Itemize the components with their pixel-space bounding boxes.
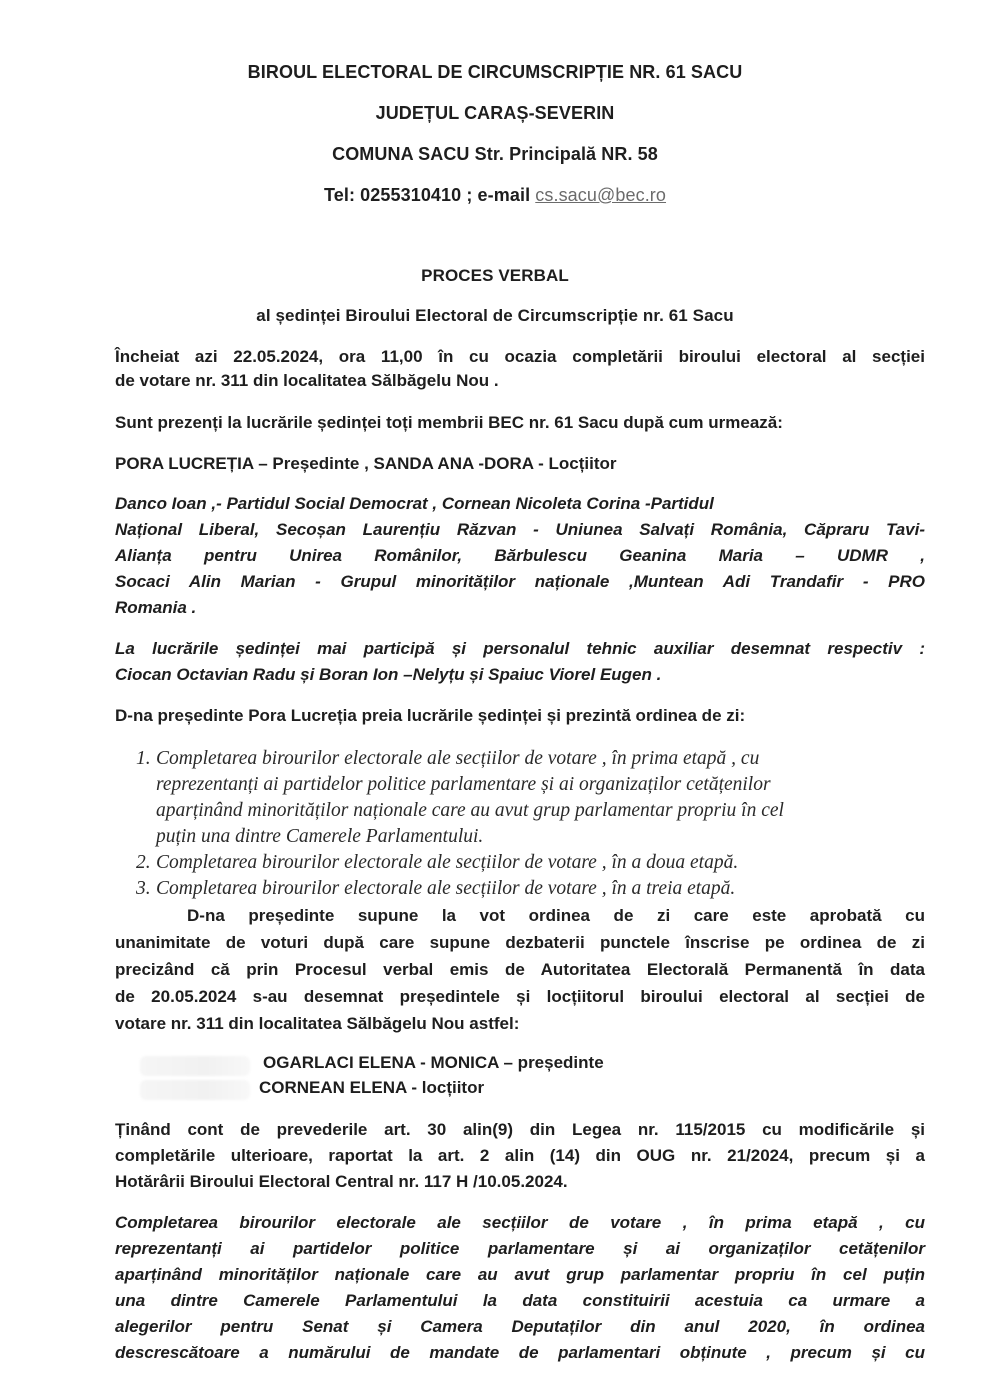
intro-line: Încheiat azi 22.05.2024, ora 11,00 în cu ocazia completării biroului electoral al secției: [115, 347, 925, 366]
document-subtitle: al ședinței Biroului Electoral de Circumscripție nr. 61 Sacu: [256, 306, 734, 325]
members-line: Alianța pentru Unirea Românilor, Bărbulescu Geanina Maria – UDMR ,: [115, 546, 925, 565]
agenda-number: 2.: [136, 852, 151, 873]
stage-line: reprezentanți ai partidelor politice parlamentare și ai organizaților cetățenilor: [115, 1239, 925, 1258]
contact-line: [0, 185, 990, 206]
vote-line: D-na președinte supune la vot ordinea de zi care este aprobată cu: [187, 906, 925, 925]
members-line: Romania .: [115, 598, 197, 617]
agenda-number: 3.: [136, 878, 151, 899]
intro-line: de votare nr. 311 din localitatea Sălbăgelu Nou .: [115, 371, 499, 390]
phone-label: Tel: 0255310410 ; e-mail: [323, 185, 536, 205]
vote-line: precizând că prin Procesul verbal emis de Autoritatea Electorală Permanentă în data: [115, 960, 925, 979]
stage-line: alegerilor pentru Senat și Camera Deputaților din anul 2020, în ordinea: [115, 1317, 925, 1336]
legal-line: Hotărârii Biroului Electoral Central nr. 117 H /10.05.2024.: [115, 1172, 568, 1191]
address: COMUNA SACU Str. Principală NR. 58: [332, 144, 658, 164]
attendance-statement: Sunt prezenți la lucrările ședinței toți membrii BEC nr. 61 Sacu după cum urmează:: [115, 413, 783, 432]
vote-line: votare nr. 311 din localitatea Sălbăgelu Nou astfel:: [115, 1014, 520, 1033]
agenda-item-text: Completarea birourilor electorale ale secțiilor de votare , în a doua etapă.: [156, 852, 739, 873]
agenda-intro: D-na președinte Pora Lucreția preia lucrările ședinței și prezintă ordinea de zi:: [115, 706, 746, 725]
stage-line: aparținând minorităților naționale care au avut grup parlamentar propriu în cel puțin: [115, 1265, 925, 1284]
vote-line: de 20.05.2024 s-au desemnat președintele și locțiitorul biroului electoral al secției de: [115, 987, 925, 1006]
county-name: JUDEȚUL CARAȘ-SEVERIN: [375, 103, 615, 123]
leadership-line: PORA LUCREȚIA – Președinte , SANDA ANA -DORA - Locțiitor: [115, 454, 617, 473]
staff-line: La lucrările ședinței mai participă și personalul tehnic auxiliar desemnat respectiv :: [115, 639, 925, 658]
vote-line: unanimitate de voturi după care supune dezbaterii punctele înscrise pe ordinea de zi: [115, 933, 925, 952]
members-line: Danco Ioan ,- Partidul Social Democrat , Cornean Nicoleta Corina -Partidul: [115, 494, 714, 513]
legal-line: Ținând cont de prevederile art. 30 alin(9) din Legea nr. 115/2015 cu modificările și: [115, 1120, 925, 1139]
stage-line: descrescătoare a numărului de mandate de parlamentari obținute , precum și cu: [115, 1343, 925, 1362]
agenda-number: 1.: [136, 748, 151, 769]
agenda-item-text: puțin una dintre Camerele Parlamentului.: [156, 826, 484, 847]
redacted-area: [140, 1080, 250, 1100]
document-title: PROCES VERBAL: [421, 266, 569, 285]
designated-president: OGARLACI ELENA - MONICA – președinte: [263, 1053, 604, 1072]
email-link[interactable]: cs.sacu@bec.ro: [535, 185, 667, 205]
designated-deputy: CORNEAN ELENA - locțiitor: [259, 1078, 485, 1097]
agenda-item-text: aparținând minorităților naționale care au avut grup parlamentar propriu în cel: [156, 800, 784, 821]
institution-name: BIROUL ELECTORAL DE CIRCUMSCRIPȚIE NR. 61 SACU: [247, 62, 743, 82]
stage-line: una dintre Camerele Parlamentului la data constituirii acestuia ca urmare a: [115, 1291, 925, 1310]
members-line: Socaci Alin Marian - Grupul minorităților naționale ,Muntean Adi Trandafir - PRO: [115, 572, 925, 591]
legal-line: completările ulterioare, raportat la art. 2 alin (14) din OUG nr. 21/2024, precum și a: [115, 1146, 925, 1165]
stage-line: Completarea birourilor electorale ale secțiilor de votare , în prima etapă , cu: [115, 1213, 925, 1232]
members-line: Național Liberal, Secoșan Laurențiu Răzvan - Uniunea Salvați România, Căpraru Tavi-: [115, 520, 925, 539]
agenda-item-text: Completarea birourilor electorale ale secțiilor de votare , în prima etapă , cu: [156, 748, 760, 769]
redacted-area: [140, 1056, 250, 1076]
staff-line: Ciocan Octavian Radu și Boran Ion –Nelуțu și Spaiuc Viorel Eugen .: [115, 665, 662, 684]
agenda-item-text: Completarea birourilor electorale ale secțiilor de votare , în a treia etapă.: [156, 878, 736, 899]
agenda-item-text: reprezentanți ai partidelor politice parlamentare și ai organizaților cetățenilor: [156, 774, 771, 795]
